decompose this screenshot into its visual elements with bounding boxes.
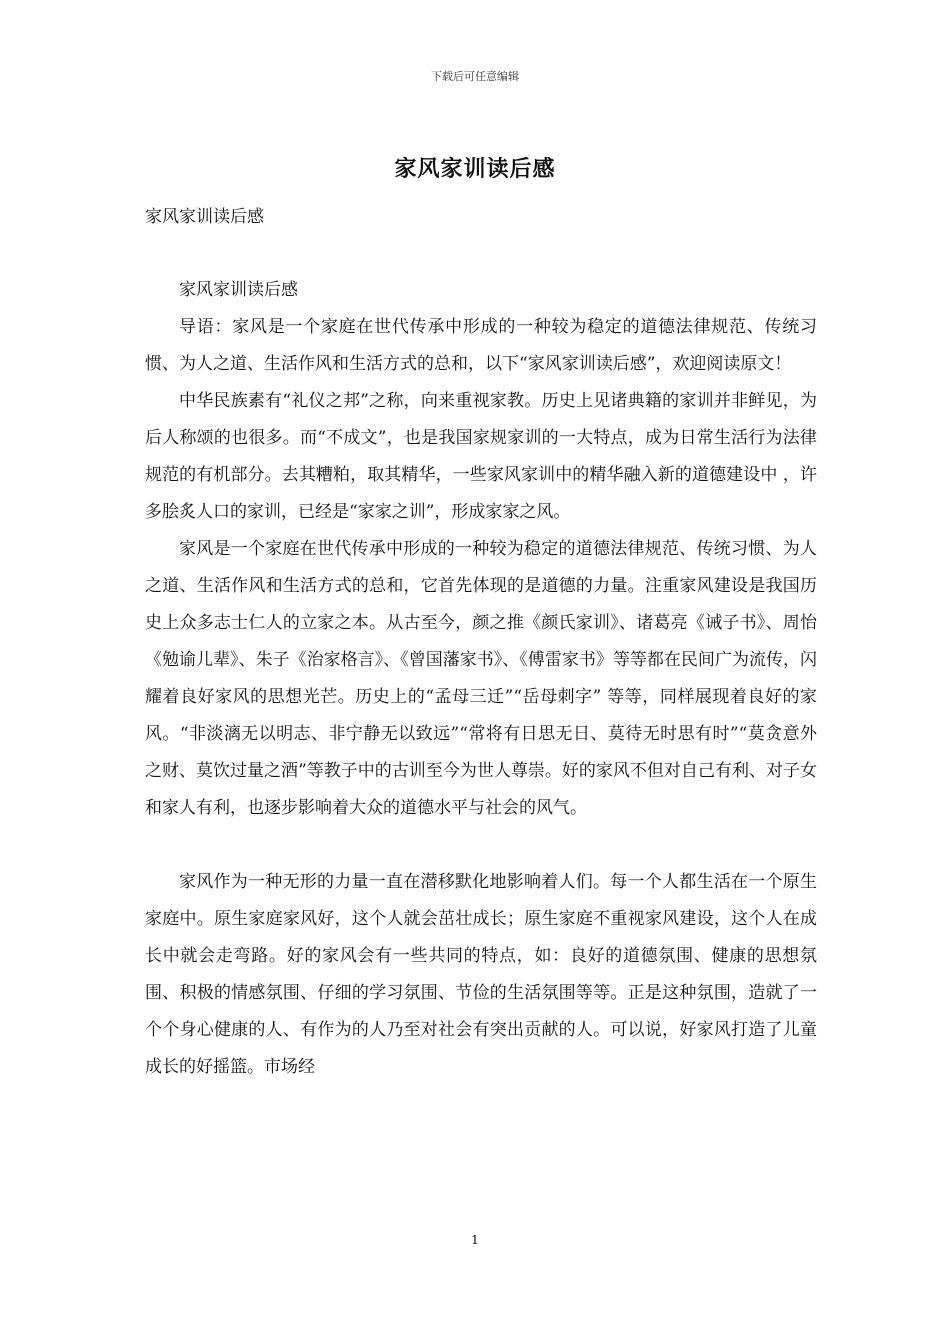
page-number: 1 bbox=[471, 1233, 479, 1247]
paragraph-heading: 家风家训读后感 bbox=[179, 280, 298, 300]
paragraph-intro: 导语：家风是一个家庭在世代传承中形成的一种较为稳定的道德法律规范、传统习惯、为人之道、生活作风和生活方式的总和，以下“家风家训读后感”，欢迎阅读原文！ bbox=[145, 317, 817, 374]
document-title: 家风家训读后感 bbox=[394, 156, 556, 182]
document-subtitle: 家风家训读后感 bbox=[145, 207, 264, 227]
paragraph: 家风是一个家庭在世代传承中形成的一种较为稳定的道德法律规范、传统习惯、为人之道、生活作风和生活方式的总和，它首先体现的是道德的力量。注重家风建设是我国历史上众多志士仁人的立家之本。从古至今，颜之推《颜氏家训》、诸葛亮《诫子书》、周怡《勉谕儿辈》、朱子《治家格言》、《曾国藩家书》、《傅雷家书》等等都在民间广为流传，闪耀着良好家风的思想光芒。历史上的“孟母三迁”“岳母刺字” 等等，同样展现着良好的家风。“非淡漓无以明志、非宁静无以致远”“常将有日思无日、莫待无时思有时”“莫贪意外之财、莫饮过量之酒”等教子中的古训至今为世人尊崇。好的家风不但对自己有利、对子女和家人有利，也逐步影响着大众的道德水平与社会的风气。 bbox=[145, 539, 817, 818]
document-body bbox=[145, 272, 817, 1086]
paragraph: 中华民族素有“礼仪之邦”之称，向来重视家教。历史上见诸典籍的家训并非鲜见，为后人称颂的也很多。而“不成文”，也是我国家规家训的一大特点，成为日常生活行为法律规范的有机部分。去其糟粕，取其精华，一些家风家训中的精华融入新的道德建设中 ，许多脍炙人口的家训，已经是“家家之训”，形成家家之风。 bbox=[145, 391, 817, 522]
paragraph: 家风作为一种无形的力量一直在潜移默化地影响着人们。每一个人都生活在一个原生家庭中。原生家庭家风好，这个人就会茁壮成长；原生家庭不重视家风建设，这个人在成长中就会走弯路。好的家风会有一些共同的特点，如：良好的道德氛围、健康的思想氛围、积极的情感氛围、仔细的学习氛围、节俭的生活氛围等等。正是这种氛围，造就了一个个身心健康的人、有作为的人乃至对社会有突出贡献的人。可以说，好家风打造了儿童成长的好摇篮。市场经 bbox=[145, 872, 817, 1077]
header-note: 下载后可任意编辑 bbox=[431, 70, 519, 83]
